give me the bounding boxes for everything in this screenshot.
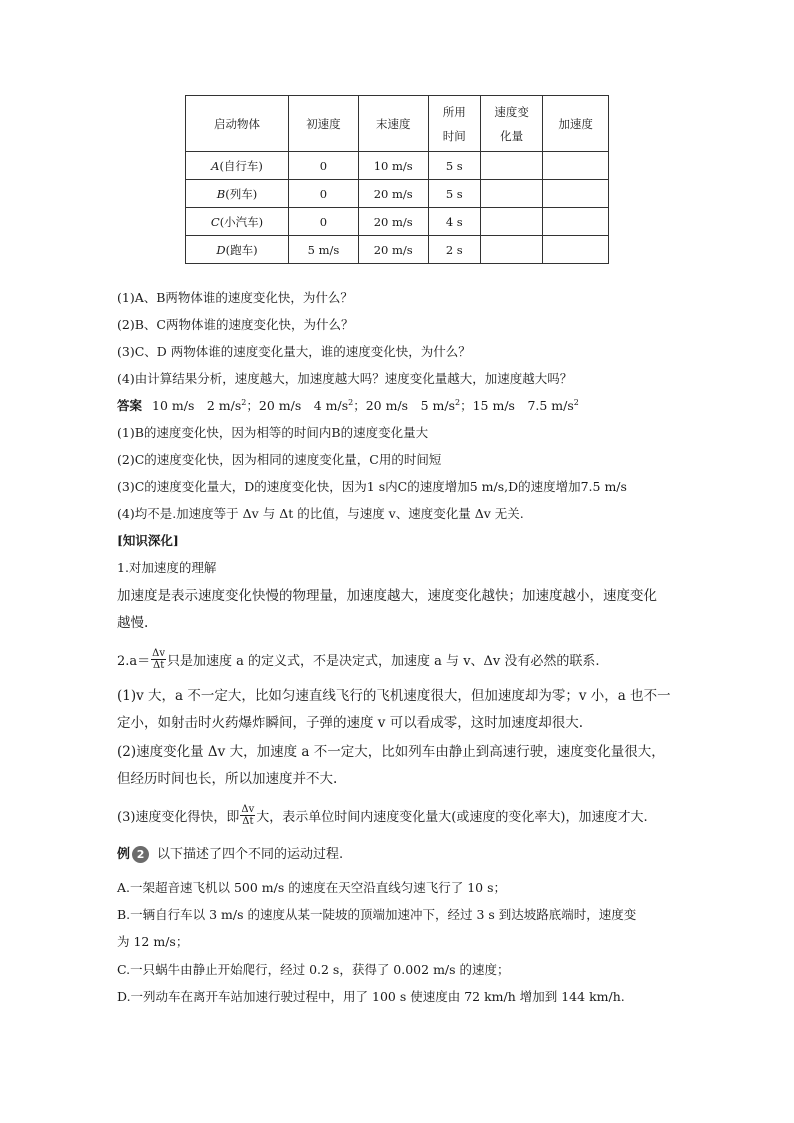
answer-explanation-2: (2)C的速度变化快，因为相同的速度变化量，C用的时间短 [117,452,442,467]
object-letter: B [216,186,226,201]
example-heading [117,846,343,864]
time-cell: 5 s [428,180,480,208]
option-c: C.一只蜗牛由静止开始爬行，经过 0.2 s，获得了 0.002 m/s 的速度； [117,962,510,977]
example-intro: 以下描述了四个不同的运动过程. [157,847,344,862]
motion-data-table [185,95,609,264]
time-cell: 2 s [428,236,480,264]
acceleration-cell [543,208,609,236]
object-name: (自行车) [219,158,263,173]
question-3: (3)C、D 两物体谁的速度变化量大，谁的速度变化快，为什么？ [117,344,471,359]
object-cell [186,180,289,208]
item1-title: 1.对加速度的理解 [117,560,217,575]
point1-line1: (1)v 大，a 不一定大，比如匀速直线飞行的飞机速度很大，但加速度却为零；v 小，a 也不一 [117,688,671,704]
header-text: 所用时间 [442,104,466,143]
point1-line2: 定小，如射击时火药爆炸瞬间，子弹的速度 v 可以看成零，这时加速度却很大. [117,715,583,731]
exponent: 2 [455,398,461,407]
table-row [186,152,609,180]
point3-line [117,806,648,829]
fraction-denominator: Δt [152,660,165,671]
acceleration-cell [543,180,609,208]
option-b-line2: 为 12 m/s； [117,934,189,949]
velocity-change-cell [480,208,542,236]
answer-explanation-1: (1)B的速度变化快，因为相等的时间内B的速度变化量大 [117,425,429,440]
item1-line2: 越慢. [117,615,149,631]
final-velocity-cell: 20 m/s [358,180,428,208]
answer-line [117,397,579,415]
point3-suffix: 大，表示单位时间内速度变化量大(或速度的变化率大)，加速度才大. [256,810,648,825]
delta-v-over-delta-t-fraction [151,648,166,671]
table-row [186,180,609,208]
final-velocity-cell: 20 m/s [358,236,428,264]
velocity-change-cell [480,180,542,208]
answer-part: ；15 m/s 7.5 m/s [460,398,574,413]
example-tag: 例 [117,847,131,862]
item1-line1: 加速度是表示速度变化快慢的物理量，加速度越大，速度变化越快；加速度越小，速度变化 [117,588,657,604]
exponent: 2 [348,398,354,407]
delta-v-over-delta-t-fraction [240,804,255,827]
final-velocity-cell: 20 m/s [358,208,428,236]
header-cell: 启动物体 [186,96,289,152]
fraction-numerator: Δv [241,804,255,815]
initial-velocity-cell: 0 [289,152,359,180]
question-1: (1)A、B两物体谁的速度变化快，为什么？ [117,290,353,305]
object-name: (列车) [225,186,258,201]
option-d: D.一列动车在离开车站加速行驶过程中，用了 100 s 使速度由 72 km/h 增加到 144 km/h. [117,989,625,1004]
definition-suffix: 只是加速度 a 的定义式，不是决定式，加速度 a 与 v、Δv 没有必然的联系. [167,654,600,669]
fraction-denominator: Δt [242,816,254,827]
object-name: (小汽车) [219,214,264,229]
table-row [186,236,609,264]
initial-velocity-cell: 0 [289,208,359,236]
header-cell: 初速度 [289,96,359,152]
point3-prefix: (3)速度变化得快，即 [117,810,240,825]
time-cell: 5 s [428,152,480,180]
table-header-row [186,96,609,152]
item2-definition [117,650,600,673]
exponent: 2 [241,398,247,407]
exponent: 2 [573,398,579,407]
initial-velocity-cell: 0 [289,180,359,208]
object-cell [186,208,289,236]
object-name: (跑车) [225,242,258,257]
option-a: A.一架超音速飞机以 500 m/s 的速度在天空沿直线匀速飞行了 10 s； [117,880,507,895]
object-cell [186,236,289,264]
header-cell [480,96,542,152]
table-row [186,208,609,236]
answer-explanation-4: (4)均不是.加速度等于 Δv 与 Δt 的比值，与速度 v、速度变化量 Δv 无关. [117,506,524,521]
question-4: (4)由计算结果分析，速度越大，加速度越大吗？速度变化量越大，加速度越大吗？ [117,371,573,386]
question-2: (2)B、C两物体谁的速度变化快，为什么？ [117,317,354,332]
header-cell [428,96,480,152]
time-cell: 4 s [428,208,480,236]
answer-part: ；20 m/s 5 m/s [353,398,455,413]
acceleration-cell [543,152,609,180]
section-heading: [知识深化] [117,533,179,548]
fraction-numerator: Δv [152,648,166,659]
header-text: 速度变化量 [494,104,529,143]
object-cell [186,152,289,180]
answer-part: 10 m/s 2 m/s [152,398,242,413]
answer-part: ；20 m/s 4 m/s [246,398,349,413]
final-velocity-cell: 10 m/s [358,152,428,180]
point2-line2: 但经历时间也长，所以加速度并不大. [117,771,338,787]
acceleration-cell [543,236,609,264]
object-letter: C [210,214,220,229]
initial-velocity-cell: 5 m/s [289,236,359,264]
answer-explanation-3: (3)C的速度变化量大，D的速度变化快，因为1 s内C的速度增加5 m/s,D的速度增加7.5 m/s [117,479,627,494]
definition-prefix: 2.a＝ [117,654,151,669]
header-cell: 末速度 [358,96,428,152]
answer-label: 答案 [117,398,143,413]
option-b-line1: B.一辆自行车以 3 m/s 的速度从某一陡坡的顶端加速冲下，经过 3 s 到达坡路底端时，速度变 [117,907,637,922]
object-letter: A [211,158,220,173]
velocity-change-cell [480,236,542,264]
object-letter: D [216,242,226,257]
example-number-badge: 2 [132,846,149,863]
point2-line1: (2)速度变化量 Δv 大，加速度 a 不一定大，比如列车由静止到高速行驶，速度变化量很大， [117,744,665,760]
header-cell: 加速度 [543,96,609,152]
velocity-change-cell [480,152,542,180]
